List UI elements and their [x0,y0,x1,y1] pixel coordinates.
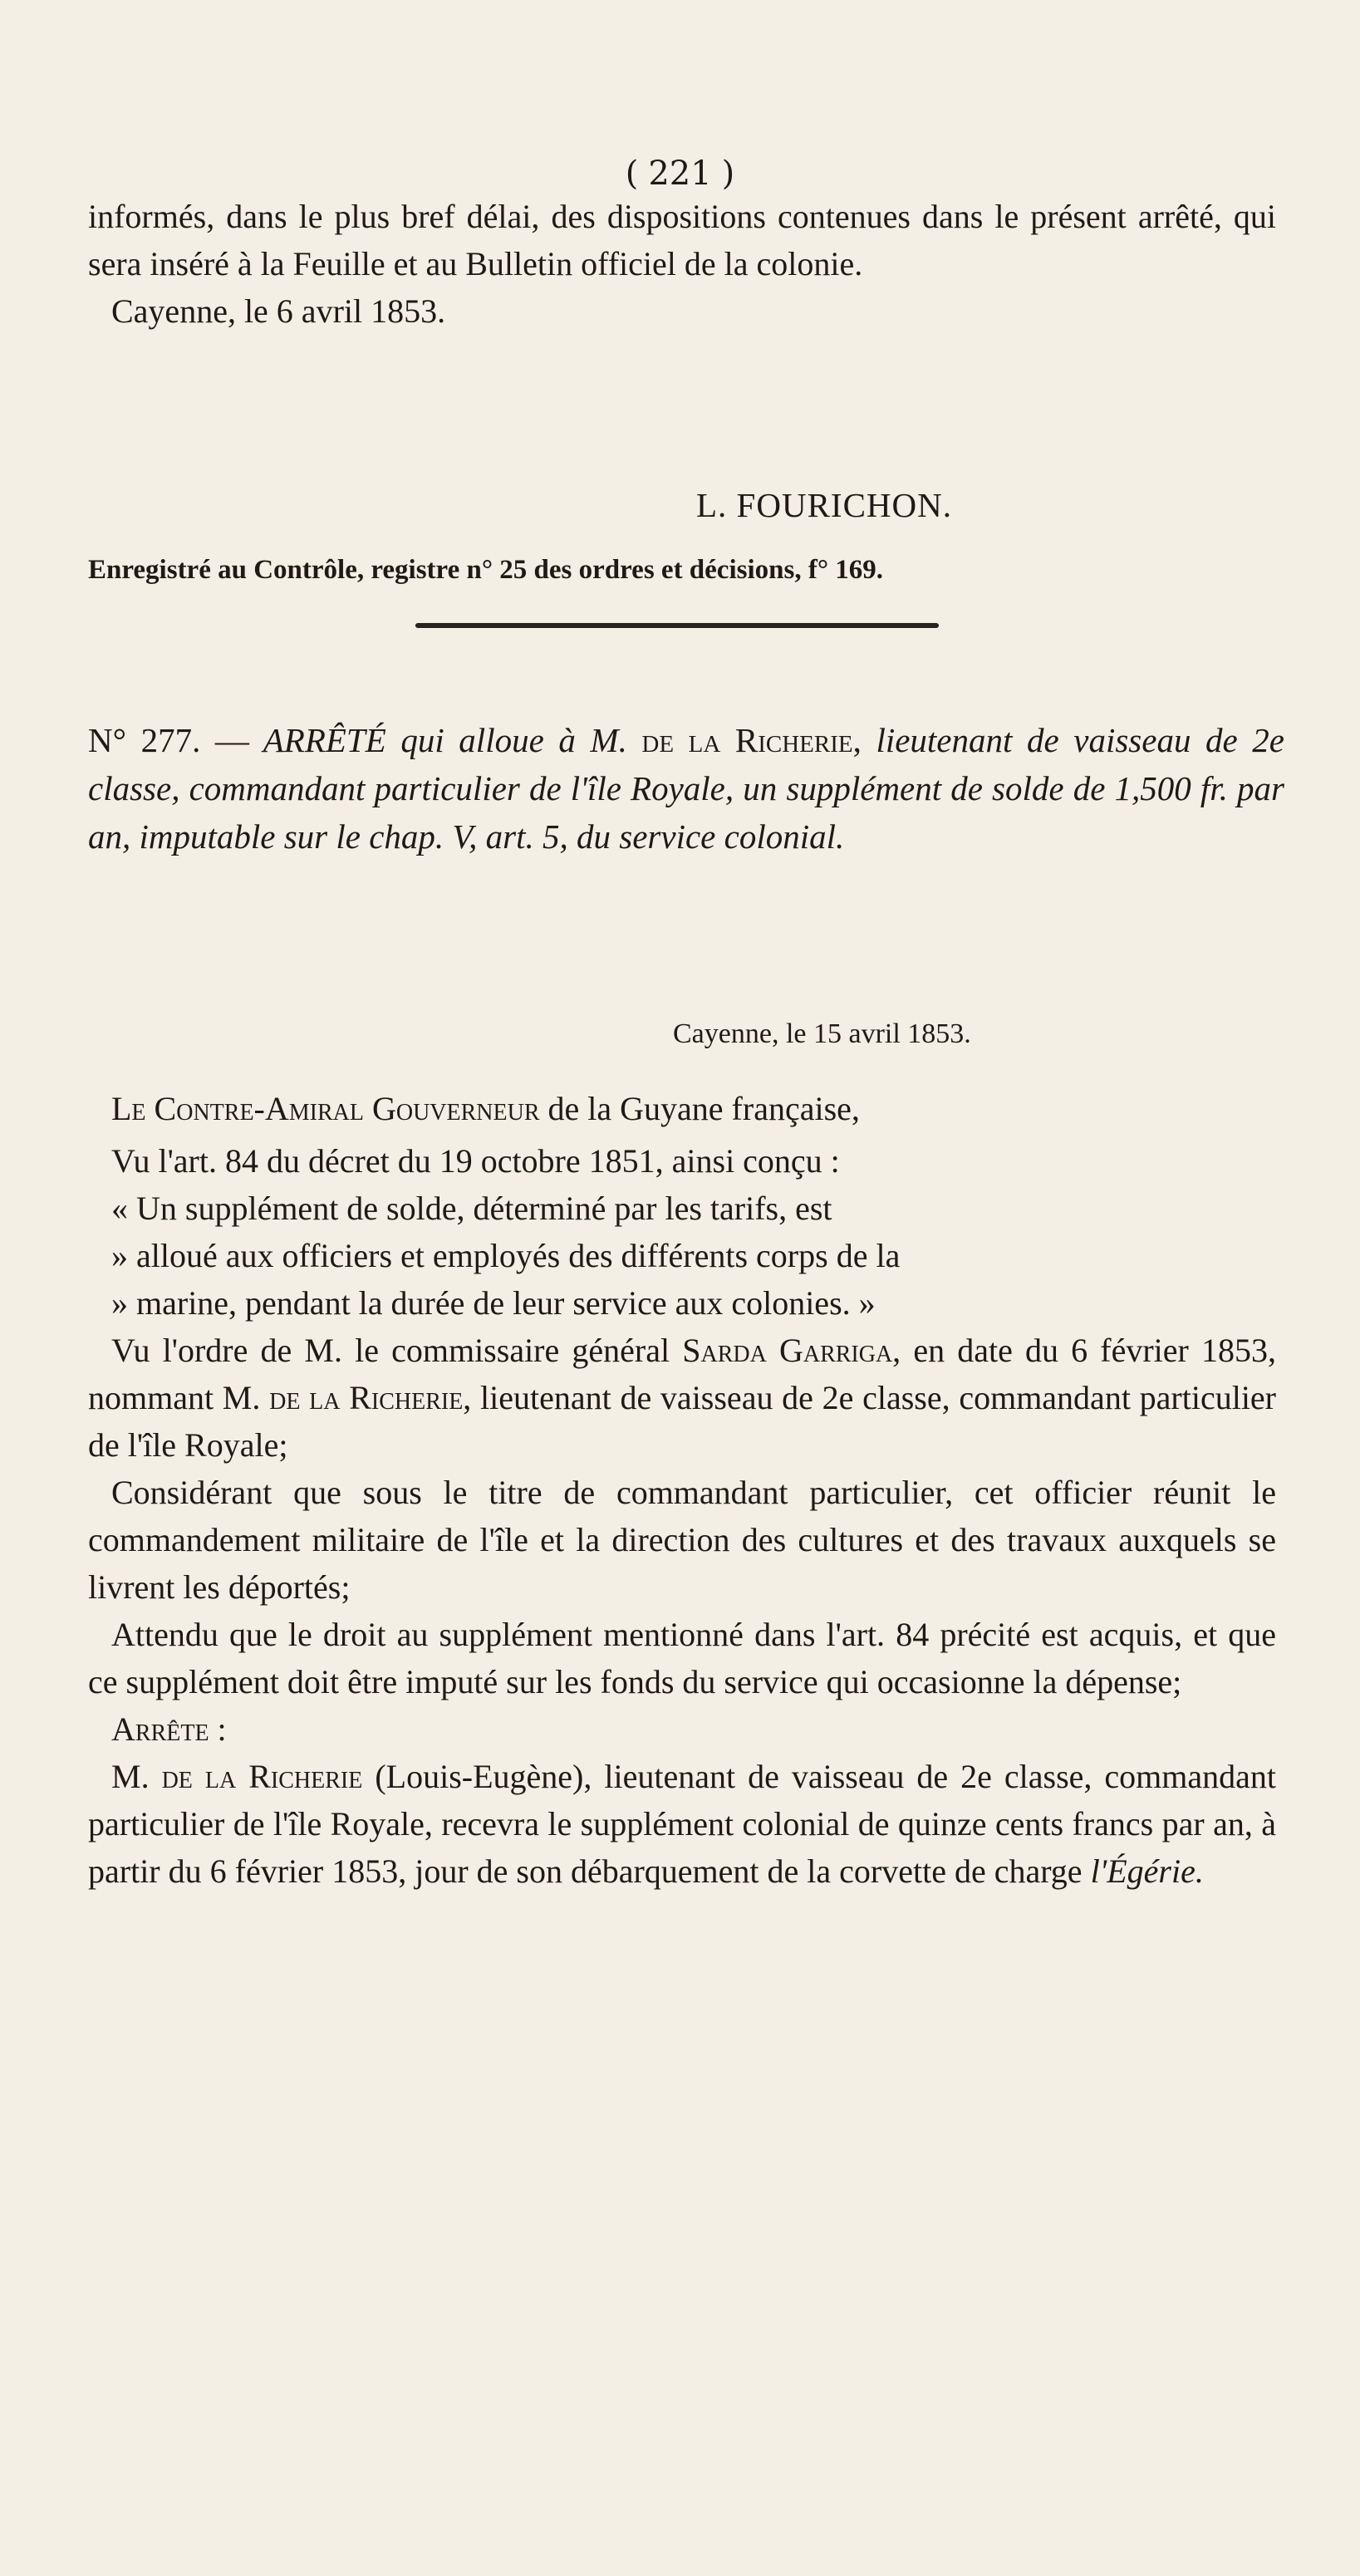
section-divider [415,623,939,628]
governor-title: Le Contre-Amiral Gouverneur [111,1090,540,1127]
considerant-paragraph: Considérant que sous le titre de commandant particulier, cet officier réunit le commandement militaire de l'île et la direction des cultures et des travaux auxquels se livrent les déportés; [88,1474,1276,1606]
final-officer-name: M. de la Richerie [111,1758,363,1795]
quote-line-3: » marine, pendant la durée de leur service aux colonies. » [111,1284,876,1322]
arrete-title-prefix: ARRÊTÉ qui alloue à M. [263,721,627,759]
ship-name: l'Égérie. [1090,1852,1204,1890]
vu-order-part-c: lieutenant de vaisseau de 2e classe, commandant particulier de l'île Royale; [88,1379,1277,1464]
governor-rest: de la Guyane française, [547,1090,860,1127]
place-date: Cayenne, le 6 avril 1853. [111,292,446,330]
registration-note: Enregistré au Contrôle, registre n° 25 des ordres et décisions, f° 169. [88,555,884,585]
page-header: ( 221 ) [625,155,735,193]
governor-line [88,1085,1276,1132]
quote-line-2: » alloué aux officiers et employés des différents corps de la [111,1237,901,1274]
arrete-dateline: Cayenne, le 15 avril 1853. [673,1018,971,1049]
arrete-body [88,1085,1276,1895]
top-paragraph [88,193,1276,335]
officer-name: de la Richerie, [269,1379,472,1416]
top-paragraph-text: informés, dans le plus bref délai, des dispositions contenues dans le présent arrêté, qui sera inséré à la Feuille et au Bulletin officiel de la colonie. [88,198,1276,282]
final-text: (Louis-Eugène), lieutenant de vaisseau de 2e classe, commandant particulier de l'île Royale, recevra le supplément colonial de quinze cents francs par an, à partir du 6 février 1853, jour de son débarquement de la corvette de charge [88,1758,1277,1890]
commissioner-name: Sarda Garriga, [682,1332,901,1369]
vu-order-part-b: en date du 6 février 1853, nommant M. [88,1332,1276,1416]
quote-line-1: « Un supplément de solde, déterminé par les tarifs, est [111,1190,832,1227]
vu-order-part-a: Vu l'ordre de M. le commissaire général [111,1332,670,1369]
arrete-title-rest: lieutenant de vaisseau de 2e classe, commandant particulier de l'île Royale, un supplément de solde de 1,500 fr. par an, imputable sur le chap. V, art. 5, du service colonial. [88,721,1284,856]
arrete-number: N° 277. — [88,721,249,759]
page-number: 221 [648,155,712,193]
signature: L. FOURICHON. [696,486,952,524]
arrete-heading [88,716,1284,861]
final-paragraph [88,1753,1276,1895]
vu-decree: Vu l'art. 84 du décret du 19 octobre 1851, ainsi conçu : [111,1142,840,1180]
attendu-paragraph: Attendu que le droit au supplément mentionné dans l'art. 84 précité est acquis, et que ce supplément doit être imputé sur les fonds du service qui occasionne la dépense; [88,1616,1276,1700]
vu-order [88,1327,1276,1469]
arrete-person-name: de la Richerie, [641,721,862,759]
arrete-word: Arrête : [111,1710,227,1748]
